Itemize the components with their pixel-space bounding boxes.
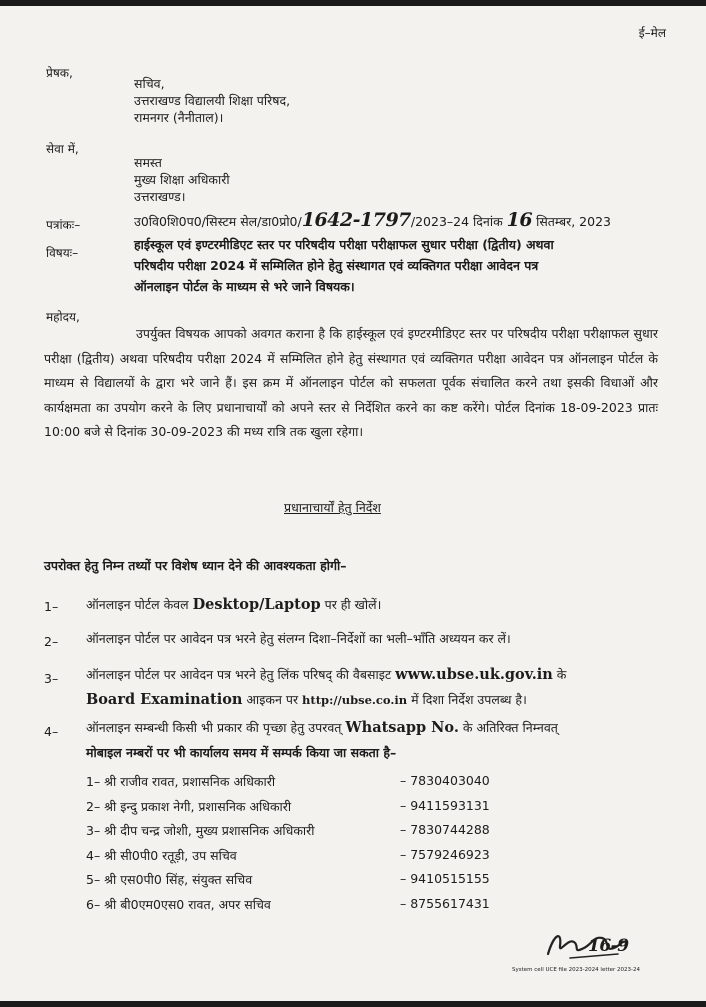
email-tag: ई–मेल (638, 26, 666, 40)
recipient-line-3: उत्तराखण्ड। (134, 189, 186, 204)
instructions-intro: उपरोक्त हेतु निम्न तथ्यों पर विशेष ध्यान देने की आवश्यकता होगी– (44, 558, 347, 573)
recipient-label: सेवा में, (46, 142, 79, 156)
contact-name: 1– श्री राजीव रावत, प्रशासनिक अधिकारी (86, 774, 276, 789)
contact-phone: – 9410515155 (400, 871, 490, 886)
point-3-line-2: Board Examination आइकन पर http://ubse.co.in में दिशा निर्देश उपलब्ध है। (86, 691, 527, 708)
sender-label: प्रेषक, (46, 66, 73, 80)
subject-label: विषयः– (46, 246, 79, 260)
contact-name: 4– श्री सी0पी0 रतूड़ी, उप सचिव (86, 847, 237, 863)
contact-name: 5– श्री एस0पी0 सिंह, संयुक्त सचिव (86, 872, 253, 887)
contact-name: 6– श्री बी0एम0एस0 रावत, अपर सचिव (86, 896, 271, 912)
contact-phone: – 7830744288 (400, 822, 490, 837)
sender-line-2: उत्तराखण्ड विद्यालयी शिक्षा परिषद, (134, 93, 291, 108)
letter-number-label: पत्रांकः– (46, 218, 81, 232)
contact-phone: – 9411593131 (400, 797, 490, 813)
point-3-number: 3– (44, 671, 59, 686)
point-1-text: ऑनलाइन पोर्टल केवल Desktop/Laptop पर ही खोलें। (86, 596, 382, 613)
point-2-text: ऑनलाइन पोर्टल पर आवेदन पत्र भरने हेतु संलग्न दिशा–निर्देशों का भली–भाँति अध्ययन कर लें। (86, 631, 511, 646)
contact-phone: – 7579246923 (400, 846, 490, 862)
contact-phone: – 7830403040 (400, 773, 490, 788)
point-4-number: 4– (44, 724, 59, 739)
point-4-line-2: मोबाइल नम्बरों पर भी कार्यालय समय में सम्पर्क किया जा सकता है– (86, 745, 397, 760)
principals-instructions-heading: प्रधानाचार्यों हेतु निर्देश (284, 500, 381, 515)
salutation: महोदय, (46, 310, 80, 324)
handwritten-date: 16 (506, 209, 533, 231)
body-paragraph: उपर्युक्त विषयक आपको अवगत कराना है कि हाईस्कूल एवं इण्टरमीडिएट स्तर पर परिषदीय परीक्षा परीक्षाफल सुधार परीक्षा (द्वितीय) अथवा परिषदीय परीक्षा 2024 में सम्मिलित होने हेतु संस्थागत एवं व्यक्तिगत परीक्षा आवेदन पत्र ऑनलाइन पोर्टल के माध्यम से विद्यालयों के द्वारा भरे जाने हैं। इस क्रम में ऑनलाइन पोर्टल को सफलता पूर्वक संचालित करने तथा इसकी विधाओं और कार्यक्षमता का उपयोग करने के लिए प्रधानाचार्यों को अपने स्तर से निर्देशित करने का कष्ट करेंगे। पोर्टल दिनांक 18-09-2023 प्रातः 10:00 बजे से दिनांक 30-09-2023 की मध्य रात्रि तक खुला रहेगा। (44, 326, 658, 440)
contact-name: 3– श्री दीप चन्द्र जोशी, मुख्य प्रशासनिक अधिकारी (86, 823, 315, 838)
contact-name: 2– श्री इन्दु प्रकाश नेगी, प्रशासनिक अधिकारी (86, 798, 292, 814)
letter-page (0, 6, 706, 1001)
recipient-line-2: मुख्य शिक्षा अधिकारी (134, 172, 230, 187)
letter-number: उ0वि0शि0प0/सिस्टम सेल/डा0प्रो0/1642-1797/2023–24 दिनांक 16 सितम्बर, 2023 (134, 209, 611, 231)
point-2-number: 2– (44, 634, 59, 649)
signature-date: 16-9 (588, 936, 629, 956)
sender-line-1: सचिव, (134, 76, 165, 91)
contact-phone: – 8755617431 (400, 895, 490, 911)
subject-line-1: हाईस्कूल एवं इण्टरमीडिएट स्तर पर परिषदीय परीक्षा परीक्षाफल सुधार परीक्षा (द्वितीय) अथवा (134, 237, 554, 252)
file-path-footnote: System cell UCE file 2023-2024 letter 2023-24 (512, 967, 641, 973)
recipient-line-1: समस्त (134, 155, 162, 170)
handwritten-dispatch-number: 1642-1797 (301, 209, 411, 231)
point-4-line-1: ऑनलाइन सम्बन्धी किसी भी प्रकार की पृच्छा हेतु उपरवत् Whatsapp No. के अतिरिक्त निम्नवत् (86, 719, 558, 736)
subject-line-2: परिषदीय परीक्षा 2024 में सम्मिलित होने हेतु संस्थागत एवं व्यक्तिगत परीक्षा आवेदन पत्र (134, 258, 539, 273)
subject-line-3: ऑनलाइन पोर्टल के माध्यम से भरे जाने विषयक। (134, 279, 355, 294)
sender-line-3: रामनगर (नैनीताल)। (134, 110, 224, 125)
point-3-line-1: ऑनलाइन पोर्टल पर आवेदन पत्र भरने हेतु लिंक परिषद् की वैबसाइट www.ubse.uk.gov.in के (86, 666, 567, 683)
point-1-number: 1– (44, 599, 59, 614)
